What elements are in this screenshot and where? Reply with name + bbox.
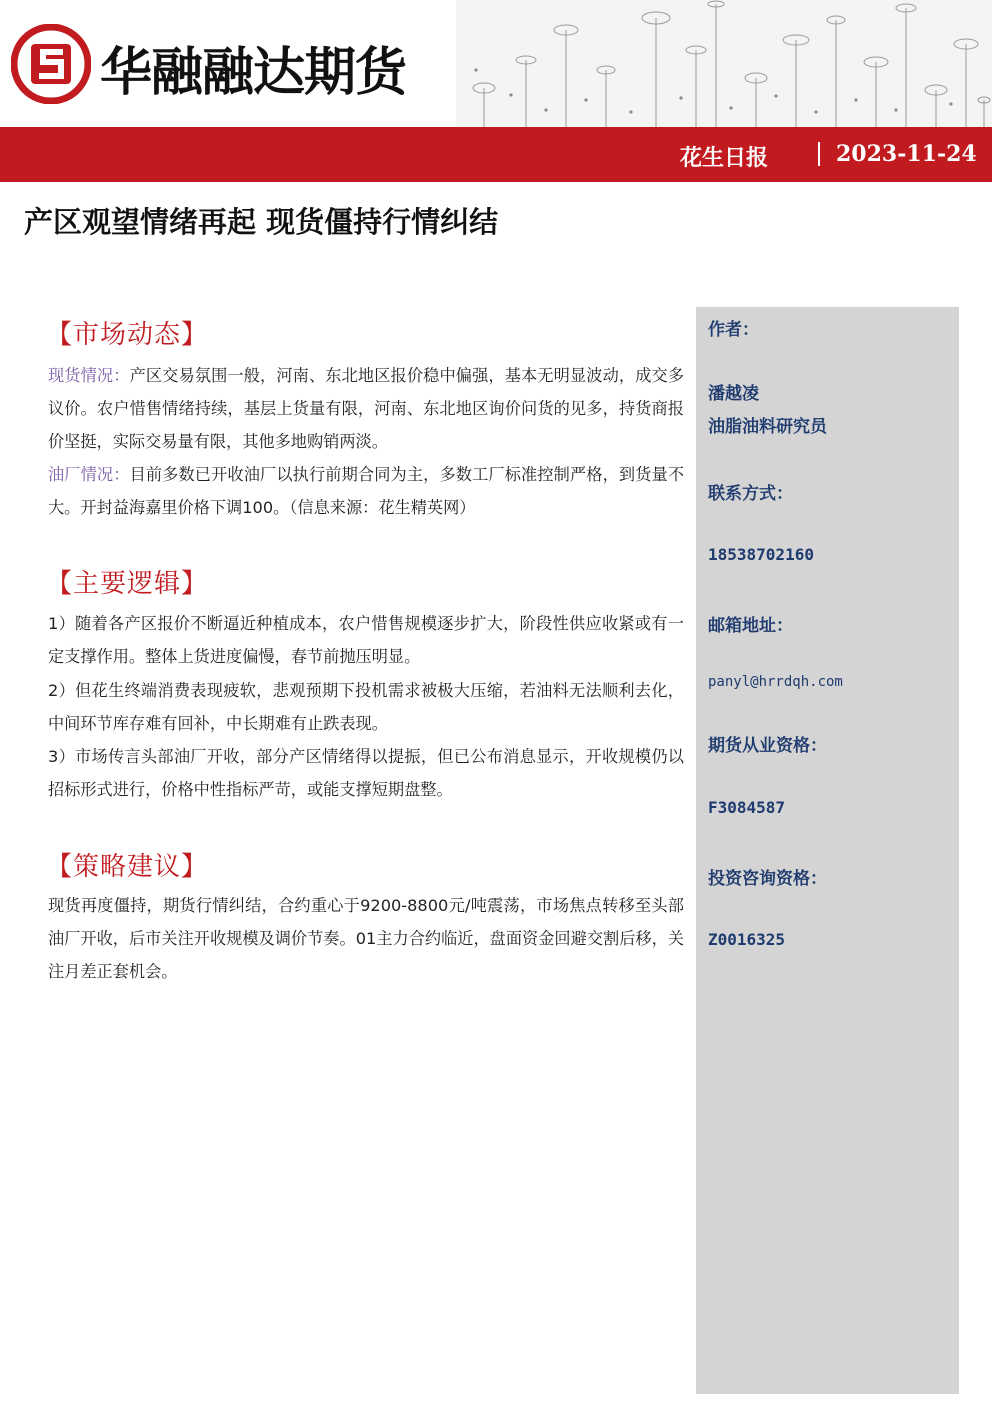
author-label: 作者： <box>708 320 759 340</box>
contact-label: 联系方式： <box>708 484 793 504</box>
logic-item-3: 3）市场传言头部油厂开收，部分产区情绪得以提振，但已公布消息显示，开收规模仍以招标形式进行，价格中性指标严苛，或能支撑短期盘整。 <box>48 747 684 799</box>
email-address[interactable]: panyl@hrrdqh.com <box>708 674 843 690</box>
spot-text: 产区交易氛围一般，河南、东北地区报价稳中偏强，基本无明显波动，成交多议价。农户惜售情绪持续，基层上货量有限，河南、东北地区询价问货的见多，持货商报价坚挺，实际交易量有限，其他多地购销两淡。 <box>48 366 685 451</box>
company-logo <box>11 24 91 104</box>
mill-text: 目前多数已开收油厂以执行前期合同为主，多数工厂标准控制严格，到货量不大。开封益海嘉里价格下调100。（信息来源：花生精英网） <box>48 465 685 517</box>
email-label: 邮箱地址： <box>708 616 793 636</box>
phone-number: 18538702160 <box>708 545 814 564</box>
futures-qualification-number: F3084587 <box>708 798 786 817</box>
futures-qualification-label: 期货从业资格： <box>708 736 827 756</box>
report-type: 花生日报 <box>680 146 769 171</box>
market-mill-paragraph <box>48 458 684 524</box>
page-title: 产区观望情绪再起 现货僵持行情纠结 <box>24 205 499 239</box>
advisory-qualification-label: 投资咨询资格： <box>708 869 827 889</box>
author-title: 油脂油料研究员 <box>708 417 827 437</box>
author-name: 潘越凌 <box>708 384 759 404</box>
section-title-market: 【市场动态】 <box>46 320 209 350</box>
strategy-paragraph: 现货再度僵持，期货行情纠结，合约重心于9200-8800元/吨震荡，市场焦点转移至头部油厂开收，后市关注开收规模及调价节奏。01主力合约临近，盘面资金回避交割后移，关注月差正套机会。 <box>48 896 684 981</box>
mill-lead: 油厂情况： <box>48 465 130 484</box>
logic-item-1: 1）随着各产区报价不断逼近种植成本，农户惜售规模逐步扩大，阶段性供应收紧或有一定支撑作用。整体上货进度偏慢，春节前抛压明显。 <box>48 614 684 666</box>
report-date: 2023-11-24 <box>836 141 977 167</box>
advisory-qualification-number: Z0016325 <box>708 930 786 949</box>
section-title-strategy: 【策略建议】 <box>46 852 209 882</box>
section-title-logic: 【主要逻辑】 <box>46 569 209 599</box>
market-spot-paragraph <box>48 359 684 458</box>
header-divider <box>818 142 820 166</box>
company-name: 华融融达期货 <box>100 43 407 103</box>
header-decoration <box>456 0 992 128</box>
logic-item-2: 2）但花生终端消费表现疲软，悲观预期下投机需求被极大压缩，若油料无法顺利去化，中间环节库存难有回补，中长期难有止跌表现。 <box>48 681 684 733</box>
spot-lead: 现货情况： <box>48 366 130 385</box>
author-sidebar <box>696 307 959 1394</box>
